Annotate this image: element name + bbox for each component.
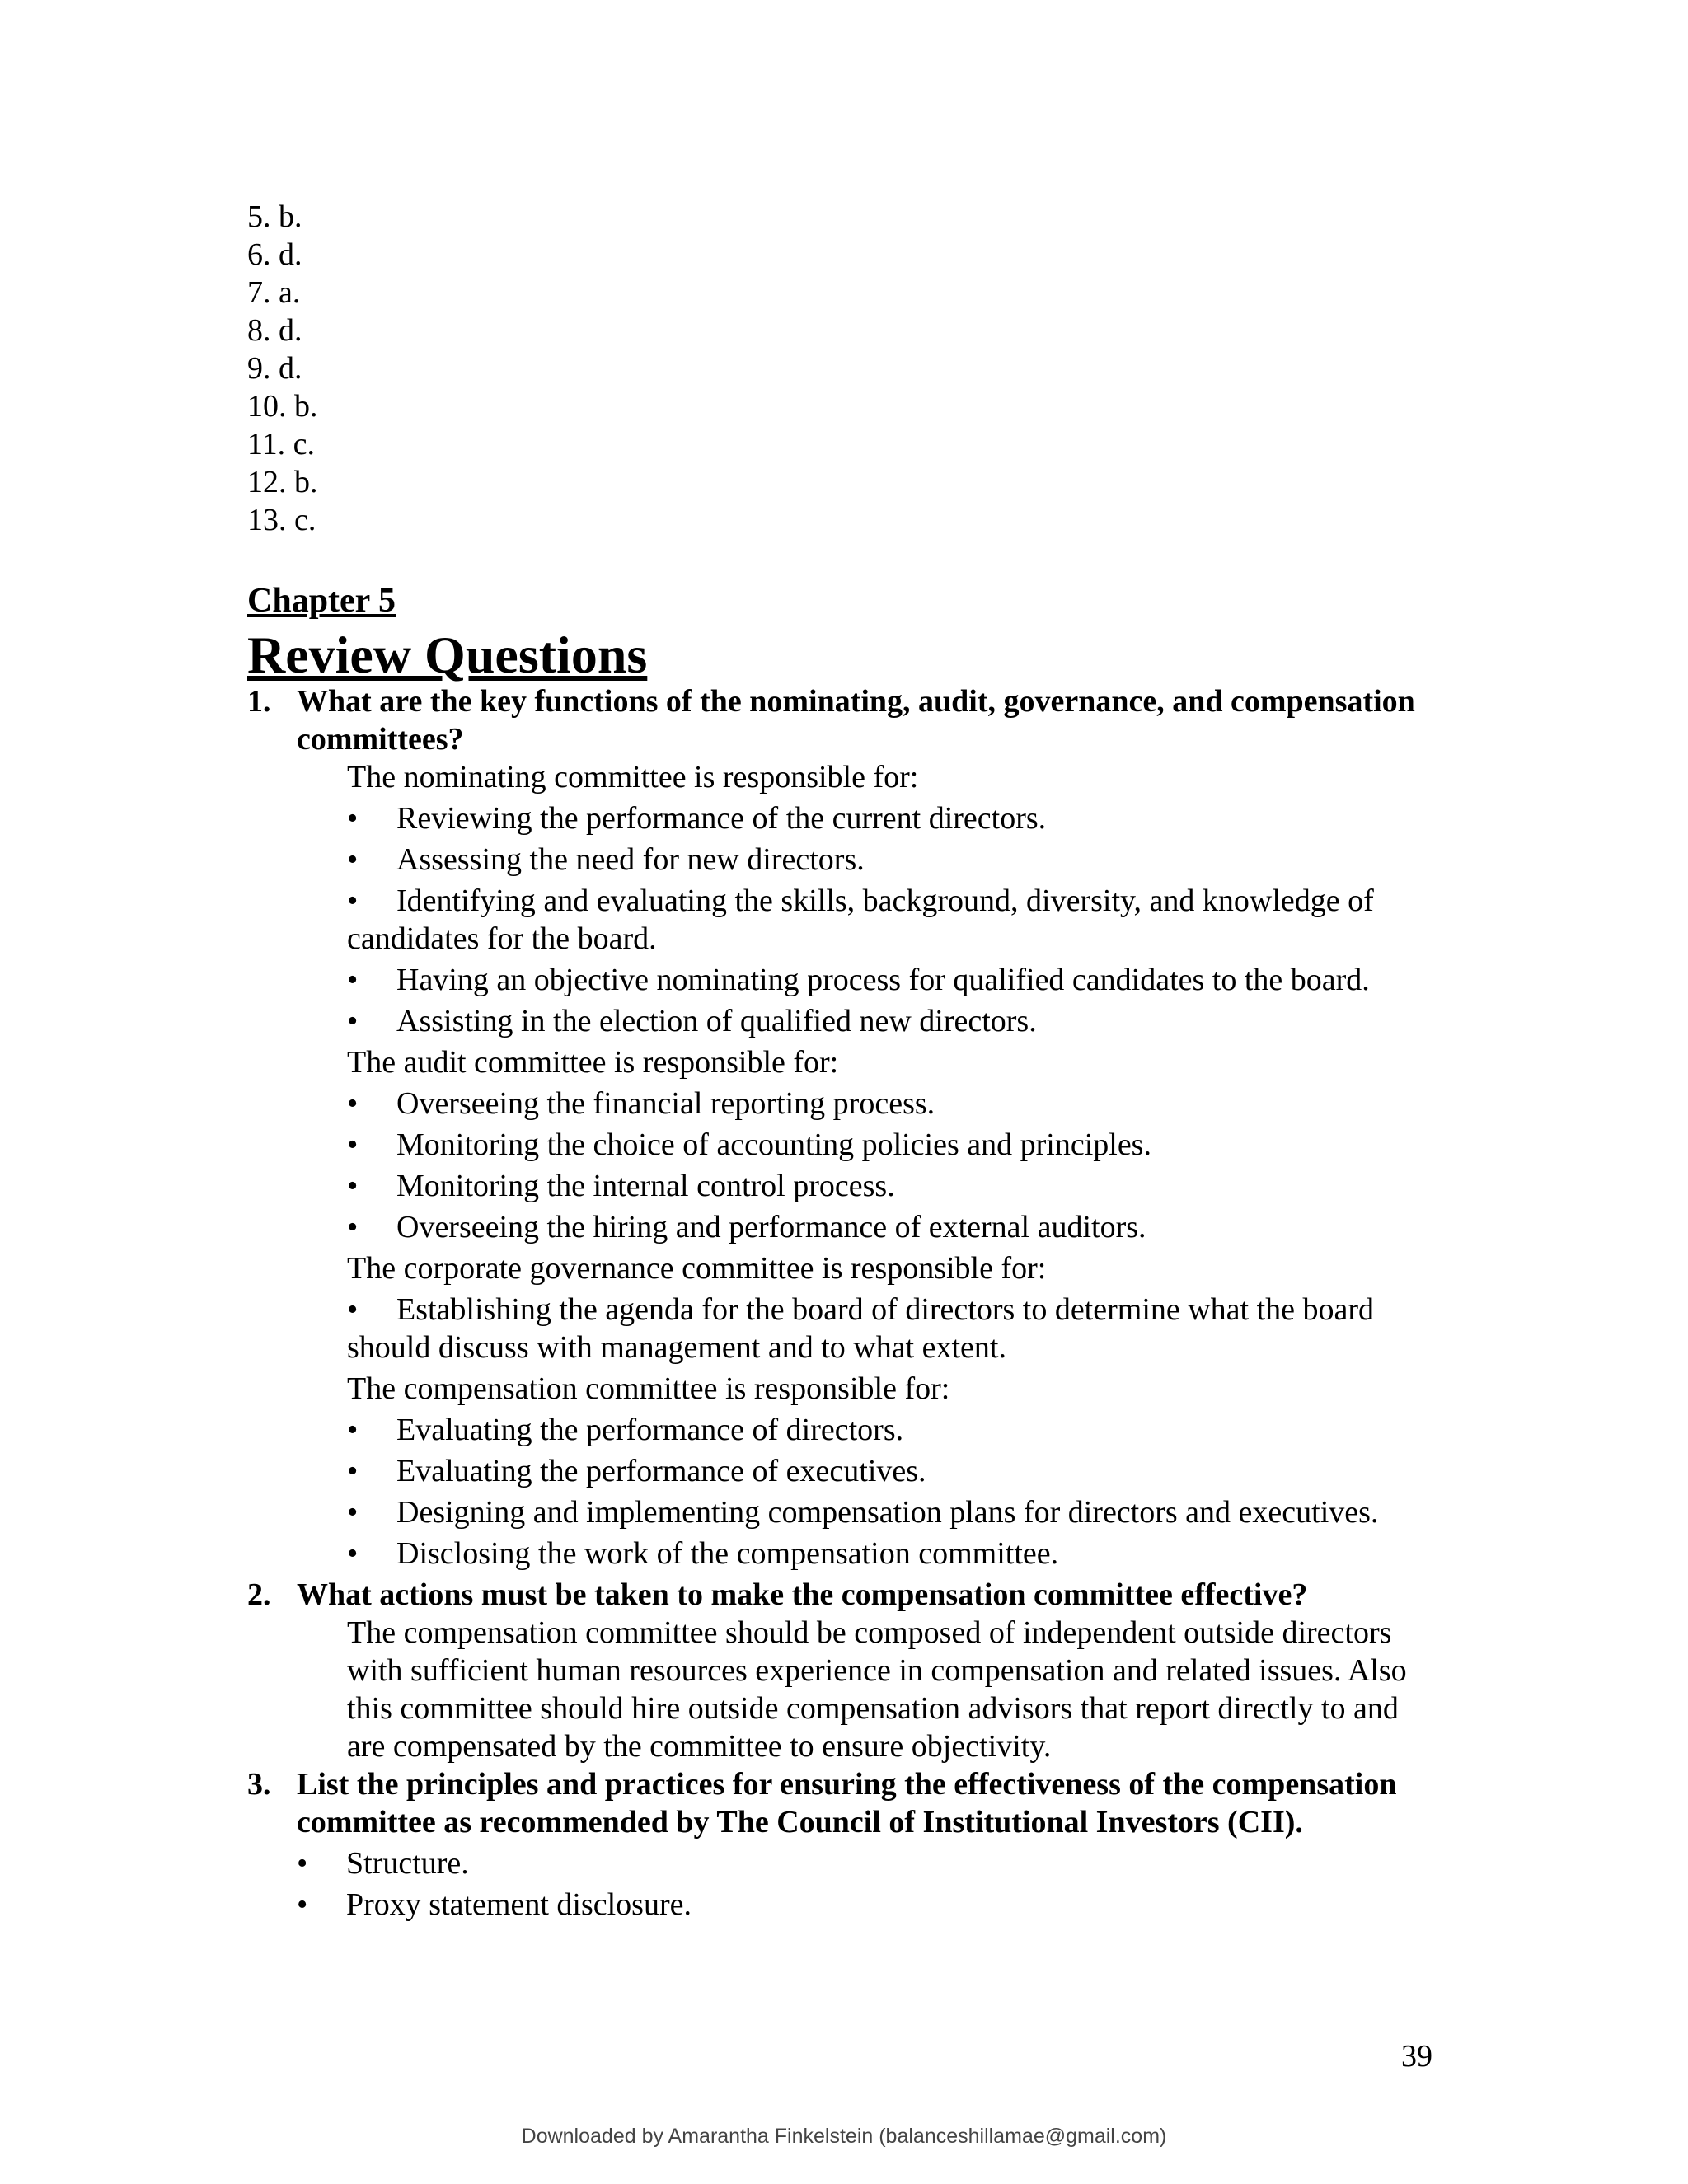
list-item: • Assessing the need for new directors.	[347, 842, 865, 877]
answer-item: 6. d.	[247, 237, 302, 272]
question-text: What actions must be taken to make the compensation committee effective?	[297, 1577, 1308, 1612]
bullet-icon: •	[347, 1169, 359, 1203]
question-text: List the principles and practices for ensuring the effectiveness of the compensation committee as recommended by The Council of Institutional Investors (CII).	[297, 1767, 1397, 1840]
governance-intro: The corporate governance committee is responsible for:	[347, 1251, 1047, 1286]
bullet-icon: •	[347, 1454, 359, 1488]
list-item: • Designing and implementing compensation plans for directors and executives.	[347, 1495, 1379, 1530]
bullet-icon: •	[347, 1292, 359, 1327]
chapter-heading: Chapter 5	[247, 582, 396, 620]
bullet-icon: •	[347, 801, 359, 836]
list-item: • Disclosing the work of the compensation committee.	[347, 1536, 1059, 1571]
nominating-intro: The nominating committee is responsible for:	[347, 760, 919, 794]
page-number: 39	[1401, 2039, 1432, 2074]
question-number: 2.	[247, 1577, 271, 1612]
review-questions	[247, 682, 1442, 1927]
answer-item: 10. b.	[247, 389, 318, 424]
answer-item: 13. c.	[247, 503, 316, 537]
answer-item: 12. b.	[247, 465, 318, 499]
bullet-icon: •	[347, 1536, 359, 1571]
list-item: • Assisting in the election of qualified new directors.	[347, 1004, 1037, 1038]
section-title: Review Questions	[247, 626, 648, 684]
list-item: • Overseeing the hiring and performance of external auditors.	[347, 1210, 1146, 1244]
bullet-icon: •	[347, 842, 359, 877]
list-item: • Monitoring the choice of accounting policies and principles.	[347, 1127, 1151, 1162]
answer-paragraph: The compensation committee should be composed of independent outside directors with sufficient human resources experience in compensation and related issues. Also this committee should hire outside compensation advisors that report directly to and are compensated by the committee to ensure objectivity.	[347, 1615, 1407, 1764]
bullet-icon: •	[297, 1846, 308, 1881]
list-item: • Identifying and evaluating the skills, background, diversity, and knowledge of candidates for the board.	[347, 883, 1374, 956]
list-item: • Evaluating the performance of executives.	[347, 1454, 926, 1488]
bullet-icon: •	[347, 1004, 359, 1038]
answer-key-list	[247, 198, 318, 539]
question-number: 3.	[247, 1767, 271, 1802]
question-text: What are the key functions of the nominating, audit, governance, and compensation committees?	[297, 684, 1415, 757]
answer-item: 9. d.	[247, 351, 302, 386]
list-item: • Structure.	[297, 1846, 469, 1881]
question-1	[247, 682, 1442, 758]
bullet-icon: •	[347, 1127, 359, 1162]
list-item: • Establishing the agenda for the board of directors to determine what the board should discuss with management and to what extent.	[347, 1292, 1375, 1365]
question-3	[247, 1765, 1442, 1841]
download-footer: Downloaded by Amarantha Finkelstein (balanceshillamae@gmail.com)	[521, 2125, 1167, 2148]
bullet-icon: •	[347, 1210, 359, 1244]
compensation-intro: The compensation committee is responsible for:	[347, 1371, 950, 1406]
answer-item: 5. b.	[247, 199, 302, 234]
answer-item: 7. a.	[247, 275, 301, 310]
bullet-icon: •	[347, 1495, 359, 1530]
answer-item: 8. d.	[247, 313, 302, 348]
bullet-icon: •	[347, 963, 359, 997]
bullet-icon: •	[347, 883, 359, 918]
answer-item: 11. c.	[247, 427, 315, 462]
question-2	[247, 1576, 1442, 1614]
list-item: • Reviewing the performance of the current directors.	[347, 801, 1047, 836]
bullet-icon: •	[347, 1086, 359, 1121]
question-number: 1.	[247, 684, 271, 719]
audit-intro: The audit committee is responsible for:	[347, 1045, 839, 1080]
list-item: • Evaluating the performance of directors.	[347, 1413, 904, 1447]
list-item: • Having an objective nominating process for qualified candidates to the board.	[347, 963, 1370, 997]
bullet-icon: •	[297, 1887, 308, 1922]
bullet-icon: •	[347, 1413, 359, 1447]
list-item: • Proxy statement disclosure.	[297, 1887, 692, 1922]
list-item: • Overseeing the financial reporting process.	[347, 1086, 935, 1121]
list-item: • Monitoring the internal control process.	[347, 1169, 895, 1203]
